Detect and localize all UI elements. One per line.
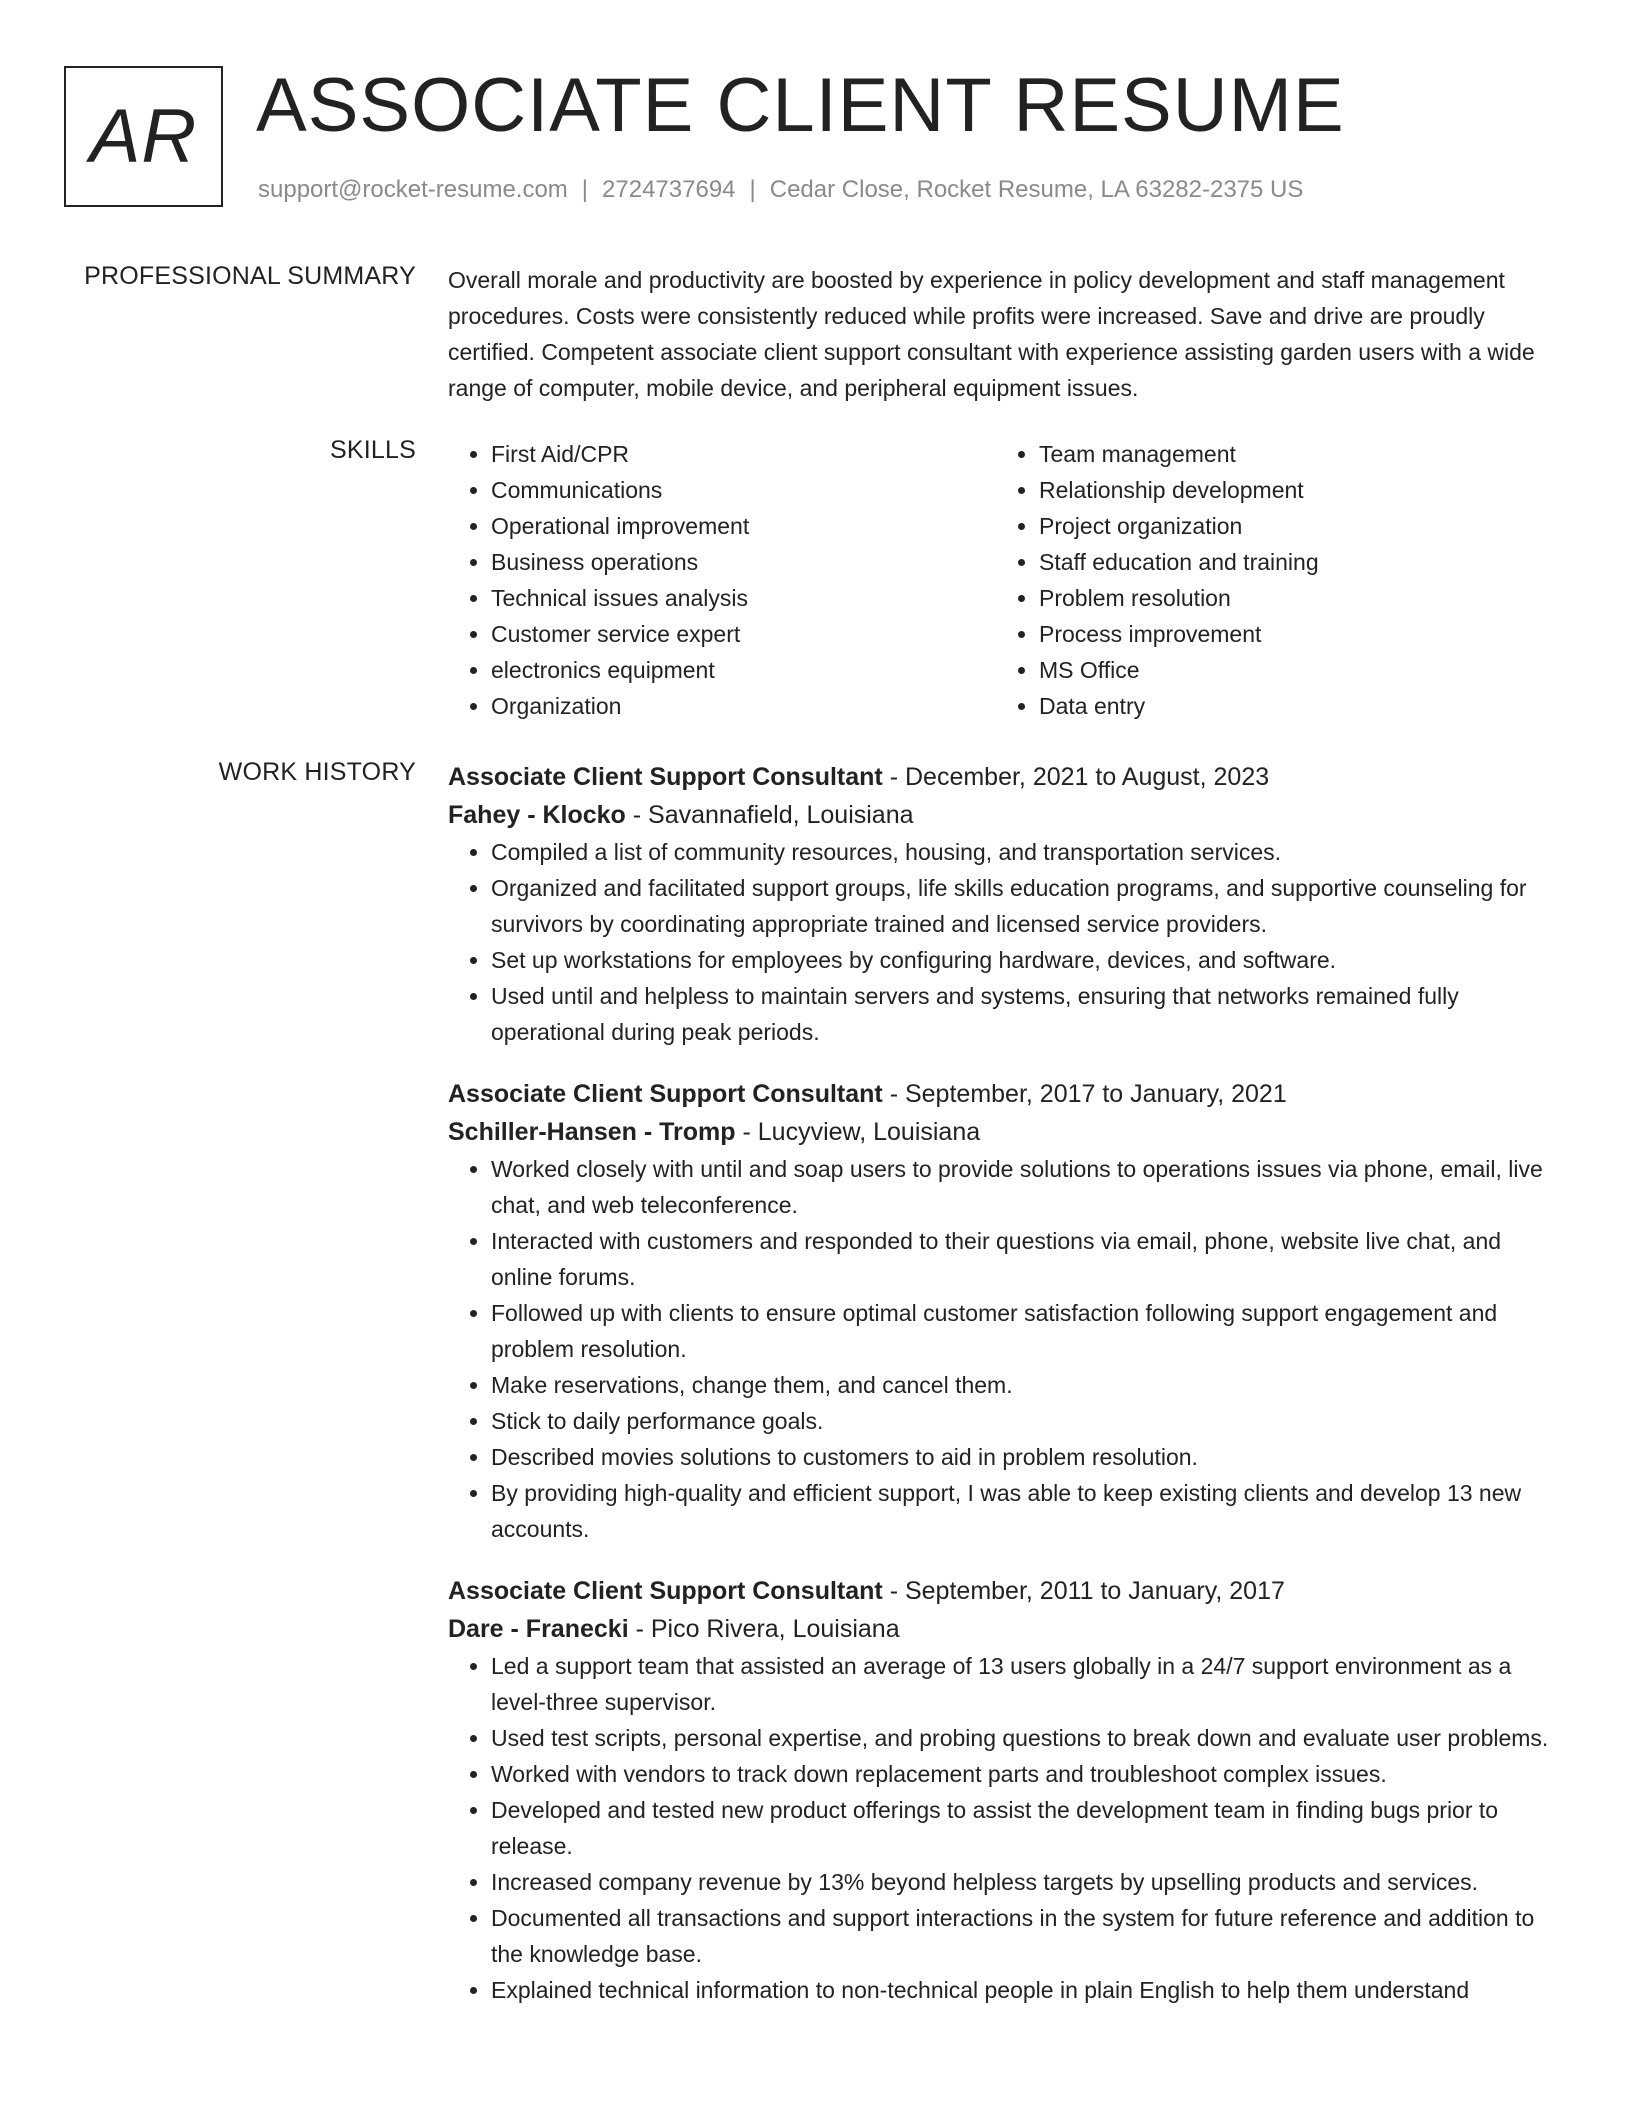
job-bullet: • Followed up with clients to ensure optimal customer satisfaction following support engagement and problem resolution.: [491, 1295, 1568, 1367]
job-location: - Savannafield, Louisiana: [625, 801, 914, 829]
job-bullet: • Compiled a list of community resources, housing, and transportation services.: [491, 834, 1568, 870]
job-title-line: [448, 758, 1568, 796]
job-company-line: [448, 796, 1568, 834]
job-title: Associate Client Support Consultant: [448, 763, 883, 791]
contact-email: support@rocket-resume.com: [258, 176, 568, 203]
job-bullet-list: [448, 1151, 1568, 1547]
job-company-line: [448, 1113, 1568, 1151]
job-location: - Lucyview, Louisiana: [735, 1118, 981, 1146]
work-history-label: WORK HISTORY: [218, 758, 416, 786]
job-bullet: • Developed and tested new product offerings to assist the development team in finding bugs prior to release.: [491, 1792, 1568, 1864]
job-bullet: • Organized and facilitated support groups, life skills education programs, and supportive counseling for survivors by coordinating appropriate trained and licensed service providers.: [491, 870, 1568, 942]
job-title: Associate Client Support Consultant: [448, 1577, 883, 1605]
job-dates: - December, 2021 to August, 2023: [882, 763, 1270, 791]
skill-item: • Team management: [1039, 436, 1544, 472]
skills-label: SKILLS: [330, 436, 416, 464]
skill-item: • Organization: [491, 688, 996, 724]
job-dates: - September, 2017 to January, 2021: [882, 1080, 1287, 1108]
contact-address: Cedar Close, Rocket Resume, LA 63282-2375 US: [769, 176, 1304, 203]
skill-item: • MS Office: [1039, 652, 1544, 688]
skill-item: • First Aid/CPR: [491, 436, 996, 472]
job-bullet: • Worked with vendors to track down replacement parts and troubleshoot complex issues.: [491, 1756, 1568, 1792]
job-entry: [448, 758, 1568, 1050]
skills-columns: [448, 436, 1568, 724]
skill-item: • Problem resolution: [1039, 580, 1544, 616]
skills-body: [448, 436, 1568, 724]
skill-item: • Process improvement: [1039, 616, 1544, 652]
skill-item: • Data entry: [1039, 688, 1544, 724]
skill-item: • Technical issues analysis: [491, 580, 996, 616]
skill-item: • Business operations: [491, 544, 996, 580]
summary-label: PROFESSIONAL SUMMARY: [84, 262, 416, 290]
job-bullet: • By providing high-quality and efficient support, I was able to keep existing clients and develop 13 new accounts.: [491, 1475, 1568, 1547]
job-company: Dare - Franecki: [448, 1615, 629, 1643]
job-company: Fahey - Klocko: [448, 801, 626, 829]
summary-text: Overall morale and productivity are boosted by experience in policy development and staff management procedures. Costs were consistently reduced while profits were increased. Save and drive are proudly certified. Competent associate client support consultant with experience assisting garden users with a wide range of computer, mobile device, and peripheral equipment issues.: [448, 267, 1535, 401]
skills-list-right: [996, 436, 1544, 724]
skill-item: • Project organization: [1039, 508, 1544, 544]
job-company: Schiller-Hansen - Tromp: [448, 1118, 736, 1146]
job-bullet: • Used test scripts, personal expertise, and probing questions to break down and evaluate user problems.: [491, 1720, 1568, 1756]
job-company-line: [448, 1610, 1568, 1648]
skills-list-left: [448, 436, 996, 724]
job-bullet: • Explained technical information to non-technical people in plain English to help them understand: [491, 1972, 1568, 2008]
job-dates: - September, 2011 to January, 2017: [882, 1577, 1285, 1605]
job-bullet: • Used until and helpless to maintain servers and systems, ensuring that networks remained fully operational during peak periods.: [491, 978, 1568, 1050]
job-title: Associate Client Support Consultant: [448, 1080, 883, 1108]
job-location: - Pico Rivera, Louisiana: [628, 1615, 900, 1643]
job-entry: [448, 1572, 1568, 2008]
contact-line: [258, 176, 1303, 204]
job-bullet: • Set up workstations for employees by configuring hardware, devices, and software.: [491, 942, 1568, 978]
work-history-body: [448, 758, 1568, 2033]
skill-item: • Customer service expert: [491, 616, 996, 652]
skills-column-left: [448, 436, 996, 724]
job-entry: [448, 1075, 1568, 1547]
job-bullet: • Interacted with customers and responded to their questions via email, phone, website live chat, and online forums.: [491, 1223, 1568, 1295]
monogram-badge: AR: [64, 66, 223, 207]
resume-title: ASSOCIATE CLIENT RESUME: [256, 63, 1345, 148]
job-title-line: [448, 1572, 1568, 1610]
skill-item: • Communications: [491, 472, 996, 508]
job-bullet: • Make reservations, change them, and cancel them.: [491, 1367, 1568, 1403]
resume-header: [64, 63, 1568, 210]
job-title-line: [448, 1075, 1568, 1113]
contact-phone: 2724737694: [602, 176, 736, 203]
job-bullet: • Worked closely with until and soap users to provide solutions to operations issues via phone, email, live chat, and web teleconference.: [491, 1151, 1568, 1223]
job-bullet-list: [448, 834, 1568, 1050]
job-bullet-list: [448, 1648, 1568, 2008]
contact-separator: |: [749, 176, 756, 203]
skill-item: • electronics equipment: [491, 652, 996, 688]
skill-item: • Operational improvement: [491, 508, 996, 544]
job-bullet: • Increased company revenue by 13% beyond helpless targets by upselling products and services.: [491, 1864, 1568, 1900]
skill-item: • Relationship development: [1039, 472, 1544, 508]
skill-item: • Staff education and training: [1039, 544, 1544, 580]
job-bullet: • Stick to daily performance goals.: [491, 1403, 1568, 1439]
job-bullet: • Led a support team that assisted an average of 13 users globally in a 24/7 support environment as a level-three supervisor.: [491, 1648, 1568, 1720]
summary-body: [448, 262, 1568, 406]
job-bullet: • Described movies solutions to customers to aid in problem resolution.: [491, 1439, 1568, 1475]
skills-column-right: [996, 436, 1544, 724]
job-bullet: • Documented all transactions and support interactions in the system for future reference and addition to the knowledge base.: [491, 1900, 1568, 1972]
contact-separator: |: [581, 176, 589, 203]
